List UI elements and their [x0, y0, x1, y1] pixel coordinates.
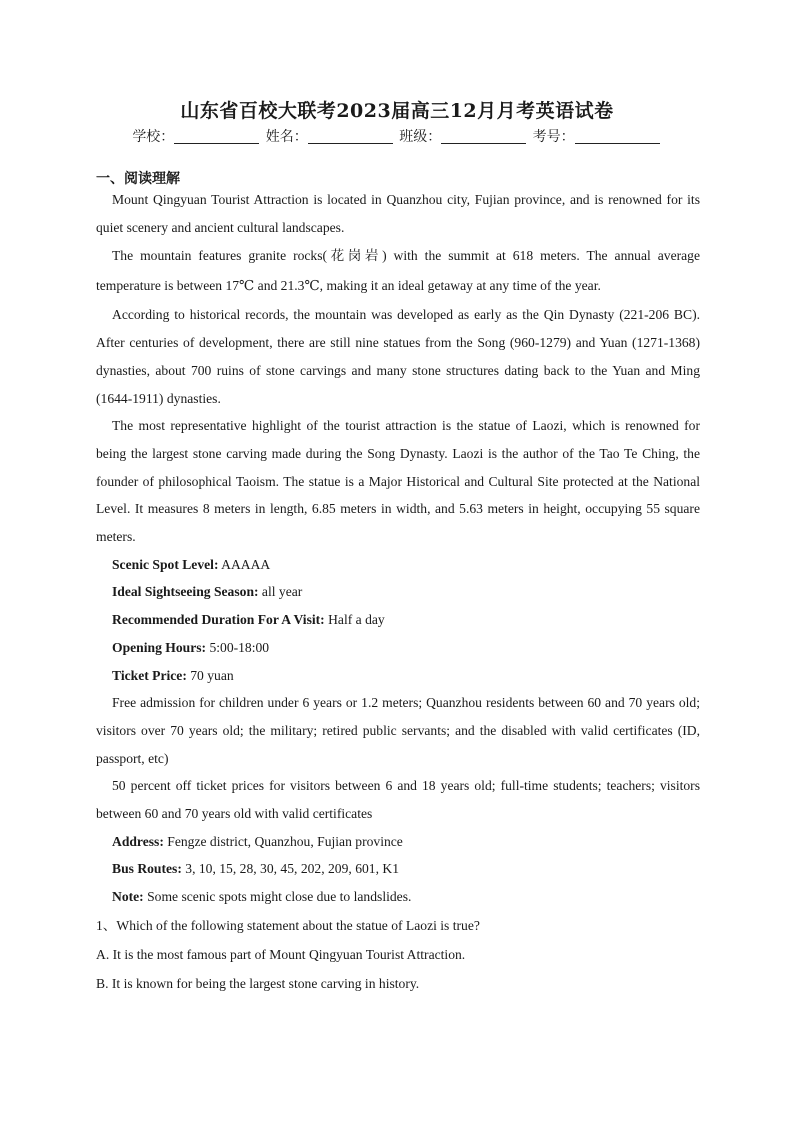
- question-stem: 1、Which of the following statement about the statue of Laozi is true?: [96, 917, 480, 933]
- fact-address: [96, 828, 700, 856]
- fact-value: 70 yuan: [186, 667, 234, 683]
- paragraph-1: Mount Qingyuan Tourist Attraction is located in Quanzhou city, Fujian province, and is renowned for its quiet scenery and ancient cultural landscapes.: [96, 192, 700, 235]
- fact-value: 3, 10, 15, 28, 30, 45, 202, 209, 601, K1: [181, 861, 399, 877]
- fact-opening-hours: [96, 634, 700, 662]
- class-blank[interactable]: [441, 129, 526, 144]
- fact-label: Address:: [112, 833, 164, 849]
- fact-season: [96, 578, 700, 606]
- class-label: 班级：: [399, 129, 442, 145]
- fact-value: Some scenic spots might close due to landslides.: [143, 889, 412, 905]
- fact-value: all year: [258, 584, 303, 600]
- question-option-b[interactable]: B. It is known for being the largest stone carving in history.: [96, 975, 420, 991]
- school-blank[interactable]: [174, 129, 259, 144]
- exam-title: 山东省百校大联考2023届高三12月月考英语试卷: [180, 100, 614, 122]
- section-heading: 一、阅读理解: [96, 171, 180, 187]
- fact-label: Ideal Sightseeing Season:: [112, 584, 259, 600]
- fact-duration: [96, 606, 700, 634]
- ticket-note-free: Free admission for children under 6 years or 1.2 meters; Quanzhou residents between 60 and 70 years old; visitors over 70 years old; the military; retired public servants; and the disabled with valid certificates (ID, passport, etc): [96, 695, 700, 766]
- fact-value: Fengze district, Quanzhou, Fujian province: [163, 833, 403, 849]
- name-blank[interactable]: [308, 129, 393, 144]
- fact-label: Ticket Price:: [112, 667, 187, 683]
- fact-label: Bus Routes:: [112, 861, 182, 877]
- paragraph-3: According to historical records, the mountain was developed as early as the Qin Dynasty (221-206 BC). After centuries of development, there are still nine statues from the Song (960-1279) and Yuan (1271-1368) dynasties, about 700 ruins of stone carvings and many stone structures dating back to the Yuan and Ming (1644-1911) dynasties.: [96, 307, 700, 406]
- paragraph-4: The most representative highlight of the tourist attraction is the statue of Laozi, which is renowned for being the largest stone carving made during the Song Dynasty. Laozi is the author of the Tao Te Ching, the founder of philosophical Taoism. The statue is a Major Historical and Cultural Site protected at the National Level. It measures 8 meters in length, 6.85 meters in width, and 5.63 meters in height, occupying 55 square meters.: [96, 418, 700, 545]
- name-label: 姓名：: [265, 129, 308, 145]
- number-blank[interactable]: [575, 129, 660, 144]
- student-info-line: [0, 126, 794, 146]
- fact-scenic-level: [96, 551, 700, 579]
- fact-label: Scenic Spot Level:: [112, 556, 219, 572]
- fact-note: [96, 883, 700, 911]
- fact-label: Note:: [112, 889, 144, 905]
- question-option-a[interactable]: A. It is the most famous part of Mount Qingyuan Tourist Attraction.: [96, 946, 466, 962]
- fact-value: Half a day: [324, 612, 385, 628]
- fact-label: Opening Hours:: [112, 639, 207, 655]
- fact-value: 5:00-18:00: [206, 639, 270, 655]
- school-label: 学校：: [132, 129, 175, 145]
- paragraph-2: The mountain features granite rocks(花岗岩) with the summit at 618 meters. The annual average temperature is between 17℃ and 21.3℃, making it an ideal getaway at any time of the year.: [96, 248, 700, 294]
- number-label: 考号：: [532, 129, 575, 145]
- fact-bus-routes: [96, 855, 700, 883]
- fact-label: Recommended Duration For A Visit:: [112, 612, 325, 628]
- fact-ticket-price: [96, 662, 700, 690]
- ticket-note-discount: 50 percent off ticket prices for visitors between 6 and 18 years old; full-time students; teachers; visitors between 60 and 70 years old with valid certificates: [96, 778, 700, 822]
- passage: [96, 186, 700, 998]
- fact-value: AAAAA: [218, 556, 271, 572]
